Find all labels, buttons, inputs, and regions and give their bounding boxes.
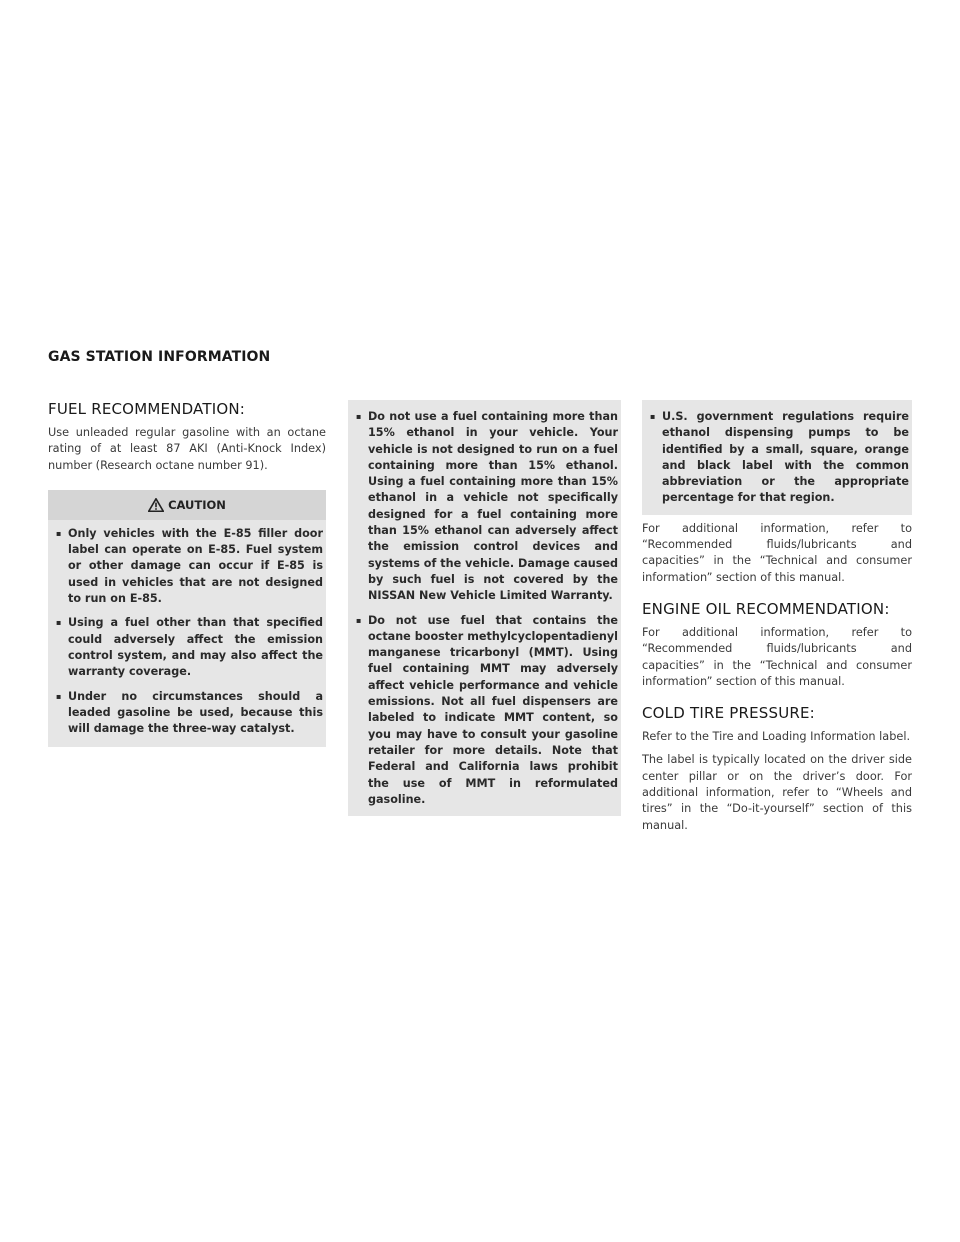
engine-oil-text: For additional information, refer to “Recommended fluids/lubricants and capacities” in the “Technical and consumer information” section of this manual. [642,625,912,688]
section-title: GAS STATION INFORMATION [48,349,271,365]
tire-text-2: The label is typically located on the driver side center pillar or on the driver’s door. For additional information, refer to “Wheels and tires” in the “Do-it-yourself” section of this manual. [642,753,912,832]
regulation-list [650,409,909,507]
caution-continued-list [356,409,618,808]
fuel-recommendation-heading: FUEL RECOMMENDATION: [48,400,246,418]
fuel-intro-text: Use unleaded regular gasoline with an octane rating of at least 87 AKI (Anti-Knock Index) number (Research octane number 91). [48,426,326,472]
caution-label: CAUTION [168,497,226,512]
caution-item: ▪ Do not use a fuel containing more than 15% ethanol in your vehicle. Your vehicle is not designed to run on a fuel containing more than 15% ethanol. Using a fuel containing more than 15% ethanol in a vehicle not specifically designed for a fuel containing more than 15% ethanol can adversely affect the emission control devices and systems of the vehicle. Damage caused by such fuel is not covered by the NISSAN New Vehicle Limited Warranty. [356,409,618,605]
caution-item: ▪ Using a fuel other than that specified could adversely affect the emission control system, and may also affect the warranty coverage. [56,615,323,680]
cold-tire-pressure-heading: COLD TIRE PRESSURE: [642,704,815,723]
fuel-additional-info: For additional information, refer to “Recommended fluids/lubricants and capacities” in the “Technical and consumer information” section of this manual. [642,521,912,584]
engine-oil-heading: ENGINE OIL RECOMMENDATION: [642,599,890,618]
caution-item: ▪ Only vehicles with the E-85 filler door label can operate on E-85. Fuel system or other damage can occur if E-85 is used in vehicles that are not designed to run on E-85. [56,526,323,607]
caution-item: ▪ U.S. government regulations require ethanol dispensing pumps to be identified by a small, square, orange and black label with the common abbreviation or the appropriate percentage for that region. [650,409,909,507]
column-2 [348,400,621,816]
caution-box [48,490,326,748]
column-3 [642,400,912,841]
caution-item: ▪ Do not use fuel that contains the octane booster methylcyclopentadienyl manganese tricarbonyl (MMT). Using fuel containing MMT may adversely affect vehicle performance and vehicle emissions. Not all fuel dispensers are labeled to indicate MMT content, so you may have to consult your gasoline retailer for more details. Note that Federal and California laws prohibit the use of MMT in reformulated gasoline. [356,613,618,809]
column-1 [48,400,326,747]
tire-text-1: Refer to the Tire and Loading Information label. [642,730,911,744]
regulation-box [642,400,912,515]
warning-triangle-icon [148,498,164,512]
caution-header [48,490,326,520]
caution-list [56,526,323,738]
caution-item: ▪ Under no circumstances should a leaded gasoline be used, because this will damage the three-way catalyst. [56,689,323,738]
caution-continued-box [348,400,621,816]
